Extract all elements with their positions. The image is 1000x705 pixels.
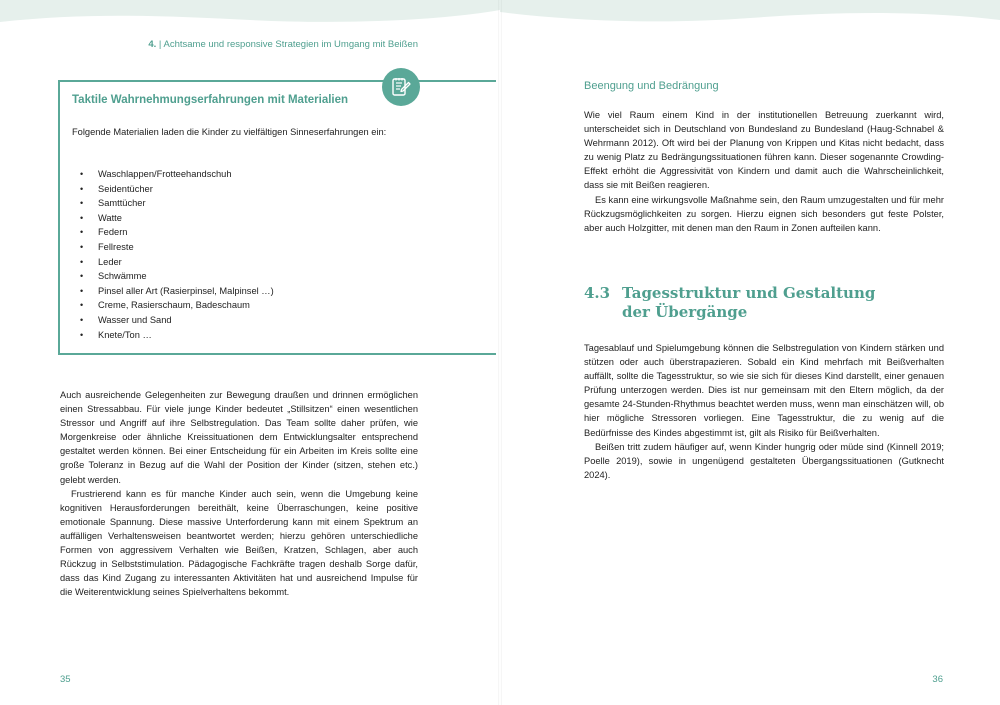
list-item: • Wasser und Sand — [80, 313, 274, 328]
paragraph: Frustrierend kann es für manche Kinder auch sein, wenn die Umgebung keine kognitiven Herausforderungen bereithält, keine Überraschungen, keine positive emotionale Spannung. Diese massive Unterforderung kann mit einem Spektrum an auffälligen Verhaltensweisen beantwortet werden; hierzu gehören unterschiedliche Formen von aggressivem Verhalten wie Beißen, Kratzen, Schlagen, aber auch Rückzug in Selbststimulation. Pädagogische Fachkräfte tragen deshalb Sorge dafür, dass das Kind Zugang zu interessanten Aktivitäten hat und ausreichend Impulse für die Weiterentwicklung seines Spielverhaltens bekommt. — [60, 488, 418, 598]
section-number: 4.3 — [584, 284, 611, 302]
list-item: • Federn — [80, 225, 274, 240]
paragraph: Wie viel Raum einem Kind in der institutionellen Betreuung zuerkannt wird, unterscheidet sich in Deutschland von Bundesland zu Bundesland (Haug-Schnabel & Wehrmann 2012). Oft wird bei der Planung von Krippen und Kitas nicht bedacht, dass zu wenig Platz zu Bedrängungssituationen führen kann. Dieser sogenannte Crowding-Effekt erhöht die Aggressivität von Kindern und damit auch die Wahrscheinlichkeit, dass sie mit Beißen reagieren. — [584, 110, 944, 191]
section-title: Tagesstruktur und Gestaltung der Übergänge — [622, 284, 876, 321]
left-body-text — [60, 388, 418, 599]
right-page — [500, 0, 1000, 705]
list-item: • Samttücher — [80, 196, 274, 211]
right-body-text-bottom — [584, 341, 944, 482]
info-box-intro: Folgende Materialien laden die Kinder zu vielfältigen Sinneserfahrungen ein: — [72, 127, 387, 137]
list-item: • Waschlappen/Frotteehandschuh — [80, 167, 274, 182]
paragraph: Auch ausreichende Gelegenheiten zur Bewegung draußen und drinnen ermöglichen einen Stressabbau. Für viele junge Kinder bedeutet „Stillsitzen“ einen wesentlichen Stressor und Angriff auf ihre Selbstregulation. Das Team sollte daher prüfen, wie Morgenkreise oder ähnliche Kreissituationen dem Entwicklungsalter entsprechend gestaltet werden können. Bei einer Entscheidung für ein Arbeiten im Kreis sollte eine große Toleranz in Bezug auf die Wahl der Position der Kinder (sitzen, stehen etc.) gelebt werden. — [60, 390, 418, 485]
running-head — [60, 39, 418, 50]
top-wave-decoration — [500, 0, 1000, 40]
subheading: Beengung und Bedrängung — [584, 80, 719, 92]
list-item: • Fellreste — [80, 240, 274, 255]
list-item: • Schwämme — [80, 269, 274, 284]
list-item: • Seidentücher — [80, 182, 274, 197]
paragraph: Tagesablauf und Spielumgebung können die Selbstregulation von Kindern stärken und stützen oder auch überstrapazieren. Sobald ein Kind mehrfach mit Beißverhalten auffällt, sollte die Tagesstruktur, so wie sie sich für dieses Kind darstellt, einer genauen Prüfung unterzogen werden. Dies ist nur gemeinsam mit den Eltern möglich, da der gesamte 24-Stunden-Rhythmus beachtet werden muss, wenn man einschätzen will, ob hier mögliche Stressoren vorliegen. Eine Tagesstruktur, die zu wenig auf die Bedürfnisse des Kindes abgestimmt ist, gilt als Risiko für Beißverhalten. — [584, 343, 944, 438]
info-box — [58, 80, 496, 355]
right-body-text-top — [584, 108, 944, 235]
paragraph: Beißen tritt zudem häufiger auf, wenn Kinder hungrig oder müde sind (Kinnell 2019; Poelle 2019), sowie in ungenügend gestalteten Übergangssituationen (Gutknecht 2024). — [584, 441, 944, 480]
info-box-title: Taktile Wahrnehmungserfahrungen mit Materialien — [72, 94, 349, 106]
list-item: • Knete/Ton … — [80, 328, 274, 343]
notepad-pencil-icon — [382, 68, 420, 106]
list-item: • Pinsel aller Art (Rasierpinsel, Malpinsel …) — [80, 284, 274, 299]
list-item: • Creme, Rasierschaum, Badeschaum — [80, 298, 274, 313]
running-head-separator: | — [158, 39, 162, 50]
book-gutter — [498, 0, 502, 705]
list-item: • Leder — [80, 255, 274, 270]
running-head-number: 4. — [148, 39, 157, 50]
top-wave-decoration — [0, 0, 500, 40]
page-number-right: 36 — [932, 674, 943, 685]
list-item: • Watte — [80, 211, 274, 226]
materials-list — [80, 167, 274, 342]
running-head-text: Achtsame und responsive Strategien im Umgang mit Beißen — [163, 39, 418, 50]
paragraph: Es kann eine wirkungsvolle Maßnahme sein, den Raum umzugestalten und für mehr Rückzugsmöglichkeiten zu sorgen. Hierzu eignen sich besonders gut feste Polster, aber auch Holzgitter, mit denen man den Raum in Zonen aufteilen kann. — [584, 194, 944, 233]
page-number-left: 35 — [60, 674, 71, 685]
